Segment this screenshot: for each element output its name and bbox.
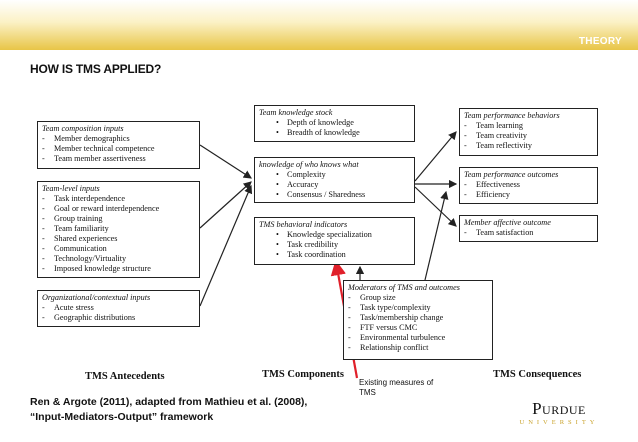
list-item: - Efficiency xyxy=(464,190,593,200)
list-item: - Team creativity xyxy=(464,131,593,141)
page-title: HOW IS TMS APPLIED? xyxy=(30,62,162,76)
citation-caption xyxy=(30,395,307,425)
purdue-logo xyxy=(519,400,599,426)
box-heading: Organizational/contextual inputs xyxy=(42,293,151,302)
box-tms-behavioral-indicators xyxy=(254,217,415,265)
box-heading: Team-level inputs xyxy=(42,184,100,193)
box-team-knowledge-stock xyxy=(254,105,415,142)
note-line: Existing measures of xyxy=(359,378,434,387)
box-team-level-inputs xyxy=(37,181,200,278)
list-item: • Consensus / Sharedness xyxy=(259,190,410,200)
logo-wordmark: Purdue xyxy=(532,399,586,418)
arrow-composition-to-components xyxy=(200,145,251,178)
list-item: - Team learning xyxy=(464,121,593,131)
caption-line: Ren & Argote (2011), adapted from Mathieu et al. (2008), xyxy=(30,396,308,408)
list-item-text: FTF versus CMC xyxy=(360,323,418,332)
arrow-components-to-affective xyxy=(415,187,456,226)
list-item: - Effectiveness xyxy=(464,180,593,190)
list-item: - Goal or reward interdependence xyxy=(42,204,195,214)
arrow-organizational-to-components xyxy=(200,186,251,306)
list-item: • Task credibility xyxy=(259,240,410,250)
list-item: - Task/membership change xyxy=(348,313,488,323)
arrow-moderators-to-consequences xyxy=(425,192,446,280)
arrow-components-to-behaviors xyxy=(415,132,456,181)
section-tag: THEORY xyxy=(578,36,622,47)
box-team-performance-behaviors xyxy=(459,108,598,156)
list-item: - Member technical competence xyxy=(42,144,195,154)
label-components: TMS Components xyxy=(262,369,344,380)
box-heading: Moderators of TMS and outcomes xyxy=(348,283,460,292)
box-organizational-inputs xyxy=(37,290,200,327)
box-heading: TMS behavioral indicators xyxy=(259,220,348,229)
caption-line: “Input-Mediators-Output” framework xyxy=(30,411,214,423)
list-item: - Team member assertiveness xyxy=(42,154,195,164)
list-item: - Relationship conflict xyxy=(348,343,488,353)
list-item: • Knowledge specialization xyxy=(259,230,410,240)
list-item: - Environmental turbulence xyxy=(348,333,488,343)
list-item: - Team familiarity xyxy=(42,224,195,234)
box-moderators xyxy=(343,280,493,360)
list-item: • Complexity xyxy=(259,170,410,180)
list-item: • Accuracy xyxy=(259,180,410,190)
list-item: - Task interdependence xyxy=(42,194,195,204)
logo-subtext: UNIVERSITY xyxy=(519,419,599,426)
list-item: • Depth of knowledge xyxy=(259,118,410,128)
box-heading: Team composition inputs xyxy=(42,124,124,133)
box-heading: Team performance behaviors xyxy=(464,111,560,120)
box-heading: Member affective outcome xyxy=(464,218,551,227)
box-heading: Team knowledge stock xyxy=(259,108,333,117)
list-item: - Technology/Virtuality xyxy=(42,254,195,264)
box-team-performance-outcomes xyxy=(459,167,598,204)
label-antecedents: TMS Antecedents xyxy=(85,371,165,382)
box-team-composition-inputs xyxy=(37,121,200,169)
list-item: - Group size xyxy=(348,293,488,303)
note-line: TMS xyxy=(359,388,376,397)
list-item: - Geographic distributions xyxy=(42,313,195,323)
list-item: - Member demographics xyxy=(42,134,195,144)
label-consequences: TMS Consequences xyxy=(493,369,582,380)
list-item: • Task coordination xyxy=(259,250,410,260)
list-item: • Breadth of knowledge xyxy=(259,128,410,138)
box-who-knows-what xyxy=(254,157,415,203)
list-item: - Task type/complexity xyxy=(348,303,488,313)
list-item: - Team satisfaction xyxy=(464,228,593,238)
box-member-affective-outcome xyxy=(459,215,598,242)
list-item: - Group training xyxy=(42,214,195,224)
list-item: - Communication xyxy=(42,244,195,254)
list-item: - Shared experiences xyxy=(42,234,195,244)
box-heading: Team performance outcomes xyxy=(464,170,559,179)
list-item: - Imposed knowledge structure xyxy=(42,264,195,274)
list-item xyxy=(348,323,488,333)
existing-measures-note xyxy=(359,378,433,398)
list-item: - Team reflectivity xyxy=(464,141,593,151)
list-item: - Acute stress xyxy=(42,303,195,313)
box-heading: knowledge of who knows what xyxy=(259,160,359,169)
